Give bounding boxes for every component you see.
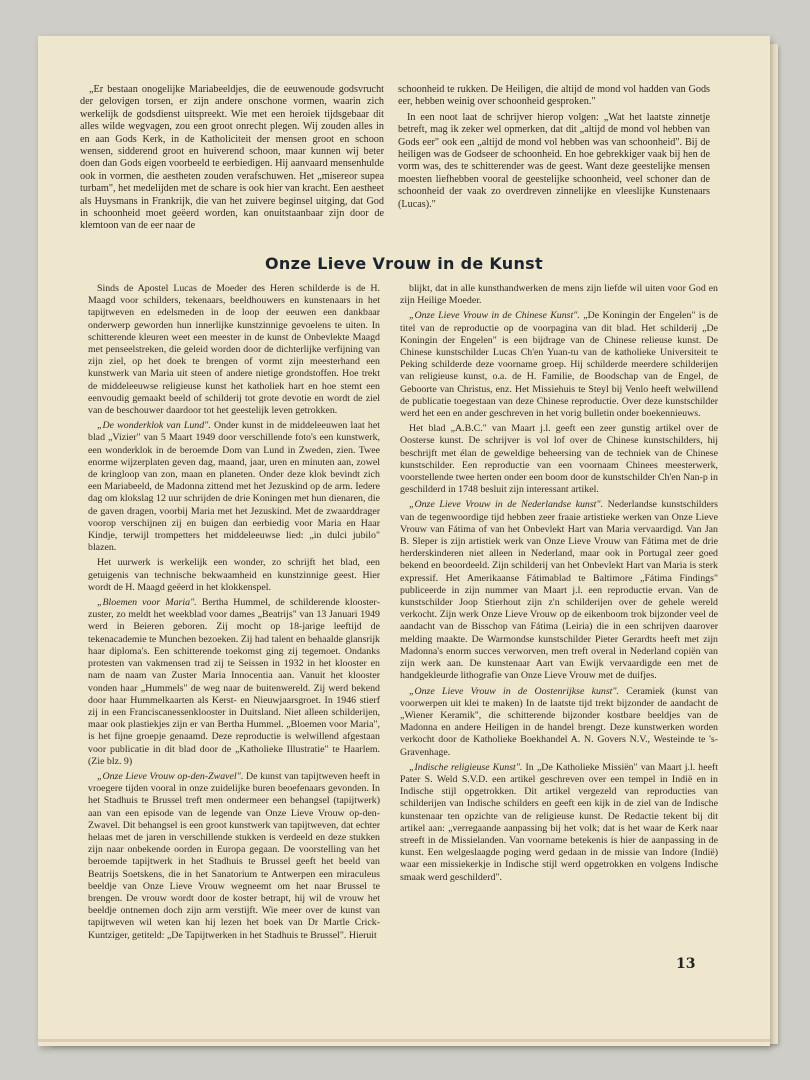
paragraph — [400, 423, 718, 496]
section-lead: „De wonderklok van Lund". — [97, 420, 211, 432]
article-right-column — [400, 283, 718, 887]
paragraph — [400, 499, 718, 682]
paragraph-text: Onder kunst in de middeleeuwen laat het blad „Vizier" van 5 Maart 1949 door verschillende foto's een kunstwerk, een wonderklok in de beroemde Dom van Lund in Zweden, zien. Twee enorme wijzerplaten geven dag, maand, jaar, uren en minuten aan, zowel de kringloop van zon, maan en planeten. Onder deze klok bevindt zich een Mariabeeld, de Madonna zittend met het Jezuskind op de arm. Iedere dag om klokslag 12 uur schrijden de drie Koningen met hun dienaren, die de gaven dragen, voorbij Maria met het Jezuskind. Met de zwaarddrager voorop verschijnen zij en buigen dan eerbiedig voor Maria en Haar Kindje, terwijl trompetters het middeleeuwse lied: „in dulci jubilo" blazen. — [88, 420, 380, 554]
paragraph — [400, 283, 718, 307]
paragraph-text: Sinds de Apostel Lucas de Moeder des Heren schilderde is de H. Maagd voor schilders, tekenaars, beeldhouwers en kunstenaars in het tapijtweven en edelsmeden in de loop der eeuwen een dankbaar onderwerp geworden hun innerlijke kunstzinnige gevoelens te uiten. In schitterende kleuren weet een meester in de kunst de Onbevlekte Maagd met penseelstreken, die geleid worden door de dichterlijke verfijning van zijn ziel, op het doek te brengen of vormt zijn meesterhand een kunstwerk van Maria uit steen of andere nietige grondstoffen. Hoe trekt de middeleeuwse religieuse kunst het katholiek hart en hoe stemt een eenvoudig gemaakt beeld of schilderij tot grote devotie en wordt de ziel van de beschouwer daardoor tot het geestelijk leven getrokken. — [88, 283, 380, 417]
paragraph: „Er bestaan onogelijke Mariabeeldjes, die de eeuwenoude godsvrucht der gelovigen torsen, er zijn andere onschone vormen, waarin zich werkelijk de godsdienst uitspreekt. Wie met een heroiek tijdsgebaar dit alles wilde wegvagen, zou een groot onrecht plegen. Wij zouden alles in en aan Gods Kerk, in de Katholiciteit der mensen groot en schoon wensen, sidderend groot en huiverend schoon, maar kunnen wij beter doen dan Gods eigen voorbeeld te eerbiedigen. Hij aanvaard mensenhulde ook in vormen, die aestheten zouden verafschuwen. Het „misereor supea turbam", het medelijden met de schare is ook hier van kracht. Een aestheet als Huysmans in Frankrijk, die van het zuivere beginsel uitging, dat God in schoonheid moet geëerd worden, kan onuitstaanbaar zijn door de klemtoon van de eer naar de — [80, 84, 385, 232]
paragraph-text: Het blad „A.B.C." van Maart j.l. geeft een zeer gunstig artikel over de Oosterse kunst. De schrijver is vol lof over de Chinese kunstschilders, hij beschrijft met élan de geweldige beheersing van de techniek van de Chinese kunstschilder. Een reproductie van een voornaam Chinees meesterwerk, voorstellende twee herten onder een boom door de kunstschilder Ch'en Nan-p in geschilderd in 1748 besluit zijn interessant artikel. — [400, 423, 718, 496]
page-edge — [38, 1039, 770, 1042]
paragraph-text: Ceramiek (kunst van voorwerpen uit klei te maken) In de laatste tijd trekt bijzonder de aandacht de „Wiener Keramik", die schitterende bijzonder kostbare beeldjes van de Madonna en andere Heiligen in de handel brengt. Deze kunstwerken worden verkocht door de Katholieke Boekhandel A. N. Govers N.V., Westeinde te 's-Gravenhage. — [400, 685, 718, 758]
paragraph-text: Het uurwerk is werkelijk een wonder, zo schrijft het blad, een getuigenis van technische bekwaamheid en kunstzinnige geest. Hier wordt de H. Maagd geëerd in het klokkenspel. — [88, 557, 380, 593]
paragraph-text: De kunst van tapijtweven heeft in vroegere tijden vooral in onze zuidelijke buren beoefenaars gevonden. In het Stadhuis te Brussel treft men ondermeer een behangsel (tapijtwerk) aan van een episode van de legende van Onze Lieve Vrouw op-den-Zwavel. Dit behangsel is een groot kunstwerk van tapijtweven, dat echter helaas met de jaren in verschillende stukken is verdeeld en deze stukken zijn naar onbekende oorden in Europa gegaan. De voorstelling van het beroemde tapijtwerk in het Stadhuis te Brussel geeft het beeld van Beatrijs Soetskens, die in het Sanatorium te Antwerpen een miraculeus beeldje van Onze Lieve Vrouw wegneemt om het naar Brussel te brengen. De vrouw wordt door de koster betrapt, hij wil de vrouw het beeldje ontnemen doch zijn arm verstijft. Wie meer over de kunst van tapijtweven wil weten kan hij lezen het boek van Dr Martle Crick-Kuntziger, getiteld: „De Tapijtwerken in het Stadhuis te Brussel". Hieruit — [88, 770, 381, 941]
paragraph — [88, 557, 380, 594]
paragraph — [400, 762, 718, 884]
section-lead: „Onze Lieve Vrouw in de Nederlandse kunst". — [409, 499, 604, 511]
paragraph-text: „De Koningin der Engelen" is de titel van de reproductie op de voorpagina van dit blad. Het schilderij „De Koningin der Engelen" is een bijdrage van de Chinese relieuse kunst. De Chinese kunstschilder Lucas Ch'en Yuan-tu van de katholieke Universiteit te Peking schilderde deze voorname groep. Hij schilderde meerdere schilderijen van religieuse kunst, o.a. de H. Familie, de Boodschap van de Engel, de Geboorte van Christus, enz. Het Missiehuis te Steyl bij Venlo heeft welwillend de publicatie toegestaan van deze Chinese reproductie. Over deze kunstschilder werd het een en ander geschreven in het vorig bulletin onder boekennieuws. — [400, 310, 718, 420]
paragraph — [88, 420, 380, 554]
paragraph — [88, 283, 380, 417]
top-right-column — [398, 84, 710, 214]
paragraph: schoonheid te rukken. De Heiligen, die altijd de mond vol hadden van Gods eer, hebben weinig over schoonheid gesproken." — [398, 84, 710, 108]
paragraph: In een noot laat de schrijver hierop volgen: „Wat het laatste zinnetje betreft, mag ik zeker wel opmerken, dat dit „altijd de mond vol hebben van Gods eer" ook een „altijd de mond vol hebben was van schoonheid". Bij de heiligen was de Godseer de schoonheid. En hoe gebrekkiger vaak bij hen de vorm was, des te schitterender was de geest. Want deze geestelijke mensen moesten liefhebben vooral de geestelijke schoonheid, veel schoner dan de schoonheid der vaak zo overdreven zinnelijke en vleeslijke Kunstenaars (Lucas)." — [398, 111, 710, 210]
section-lead: „Onze Lieve Vrouw in de Oostenrijkse kunst". — [409, 685, 620, 697]
section-lead: „Indische religieuse Kunst". — [409, 761, 523, 773]
paragraph-text: In „De Katholieke Missiën" van Maart j.l. heeft Pater S. Weld S.V.D. een artikel geschreven over een tempel in Indië en in Indische stijl opgetrokken. Dit artikel vergezeld van reproducties van schilderijen van Indische schilders en geeft een kijk in de ziel van de Indische kunstenaar ten opzichte van de religieuse kunst. De Redactie tekent bij dit artikel aan: „verregaande aanpassing bij het volk; dat is het waar de Kerk naar streeft in de Missielanden. Van voorname betekenis is hier de aanpassing in de kunst. Een welgeslaagde poging werd gedaan in de missie van Indore (Indië) waar een missiekerkje in Indische stijl werd opgetrokken en volgens Indische smaak werd geschilderd". — [400, 761, 719, 883]
document-page — [38, 36, 770, 1046]
section-lead: „Bloemen voor Maria". — [97, 597, 197, 609]
paragraph — [400, 686, 718, 759]
paragraph-text: blijkt, dat in alle kunsthandwerken de mens zijn liefde wil uiten voor God en zijn Heilige Moeder. — [400, 283, 718, 307]
article-title: Onze Lieve Vrouw in de Kunst — [265, 254, 543, 273]
paragraph — [88, 771, 380, 942]
top-left-column — [80, 84, 384, 236]
paragraph — [88, 597, 380, 768]
paragraph-text: Nederlandse kunstschilders van de tegenwoordige tijd hebben zeer fraaie artistieke werken van Onze Lieve Vrouw van Fátima of van het Onbevlekt Hart van Maria vervaardigd. Van Jan B. Sleper is zijn artistiek werk van Onze Lieve Vrouw van Fátima met de drie herderskinderen niet alleen in Nederland, maar ook in Portugal zeer goed bekend en beoordeeld. Zijn schilderij van het Onbevlekt Hart van Maria is sterk expressif. Het Amerikaanse Fátimablad te Baltimore „Fátima Findings" publiceerde in zijn nummer van Maart j.l. een reproductie ervan. Van de kunstschilder Joop Stierhout zijn z'n schilderijen over de gehele wereld verkocht. Zijn werk Onze Lieve Vrouw op de eikenboom trok bijzonder veel de aandacht van de Bisschop van Fátima (Leiria) die in een schrijven daarover melding maakte. De Warmondse kunstschilder Pieter Gerardts heeft met zijn Madonna's enorm succes verworven, men treft overal in Nederland copiën van zijn werk aan. De kunstenaar Aart van Ewijk vervaardigde een met de handgekleurde lithografie van Onze Lieve Vrouw met de duifjes. — [400, 499, 718, 682]
section-lead: „Onze Lieve Vrouw op-den-Zwavel". — [97, 770, 244, 782]
article-left-column — [88, 283, 380, 945]
paragraph-text: Bertha Hummel, de schilderende kloosterzuster, zo meldt het weekblad voor dames „Beatrijs" van 13 Januari 1949 werd in Beieren geboren. Zij mocht op 18-jarige leeftijd de tekenacademie te Munchen bezoeken. Zij had talent en behaalde glansrijk haar diploma's. Een schitterende toekomst ging zij tegemoet. Ondanks protesten van vakmensen trad zij te Seissen in 1932 in het klooster en nam de naam van Zuster Maria Innocentia aan. Vanuit het klooster vonden haar „Hummels" de weg naar de buitenwereld. Zij werd bekend door haar Hummelkaarten als Kerst- en Nieuwjaarsgroet. In 1946 stierf zij in een Franciscanessenklooster in Duitsland. Niet alleen schilderijen, maar ook plastiekjes zijn er van Bertha Hummel. „Bloemen voor Maria", is het fijne groepje genaamd. Deze reproductie is welwillend afgestaan voor publicatie in dit blad door de „Katholieke Illustratie" te Haarlem. (Zie blz. 9) — [88, 597, 380, 767]
paragraph — [400, 310, 718, 420]
section-lead: „Onze Lieve Vrouw in de Chinese Kunst". — [409, 310, 580, 322]
page-number: 13 — [676, 956, 696, 972]
